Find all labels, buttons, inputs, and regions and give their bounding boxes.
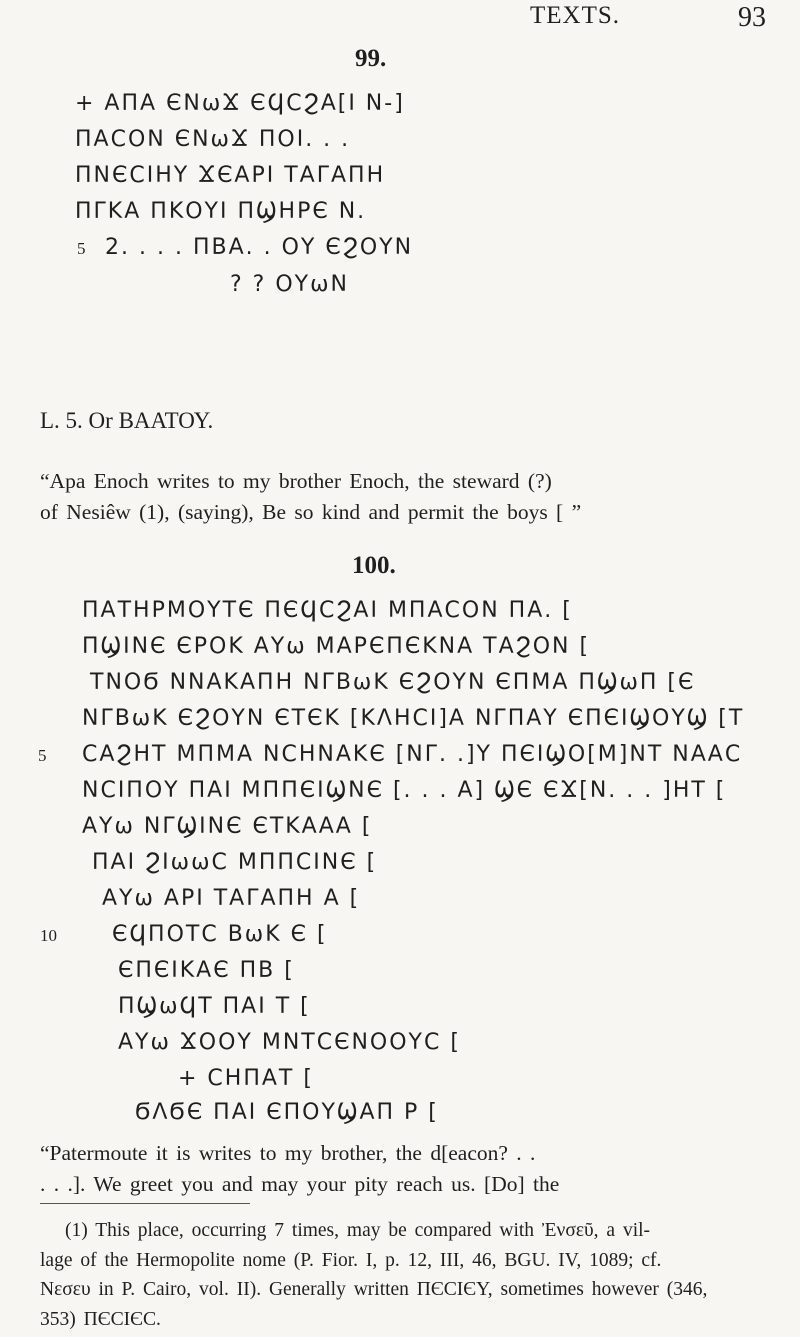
coptic-line: ΠΑΤΗΡΜΟΥΤЄ ΠЄϤϹϨΑΙ ΜΠΑϹΟΝ ΠΑ. [ <box>82 598 573 623</box>
coptic-line: ? ? ΟΥωΝ <box>230 272 349 297</box>
coptic-line: ΑΥω ϪΟΟΥ ΜΝΤϹЄΝΟΟΥϹ [ <box>118 1030 461 1055</box>
coptic-line: + ΑΠΑ ЄΝωϪ ЄϤϹϨΑ[Ι Ν-] <box>75 91 405 116</box>
document-number: 100. <box>352 552 396 579</box>
translation <box>40 466 780 528</box>
line-number: 5 <box>38 746 47 765</box>
line-number: 5 <box>77 239 86 258</box>
coptic-line: ЄΠЄΙΚΑЄ ΠΒ [ <box>118 958 295 983</box>
translation-line: . . .]. We greet you and may your pity reach us. [Do] the <box>40 1172 560 1196</box>
coptic-line: 2. . . . ΠΒΑ. . ΟΥ ЄϨΟΥΝ <box>105 235 414 260</box>
coptic-line: ΠϢΙΝЄ ЄΡΟΚ ΑΥω ΜΑΡЄΠЄΚΝΑ ΤΑϨΟΝ [ <box>82 634 591 659</box>
coptic-line: ΠϢωϤΤ ΠΑΙ Τ [ <box>118 994 311 1019</box>
translation <box>40 1138 780 1200</box>
footnote <box>40 1216 780 1334</box>
footnote-line: 353) ΠЄϹΙЄϹ. <box>40 1308 161 1330</box>
coptic-line: ϹΑϨΗΤ ΜΠΜΑ ΝϹΗΝΑΚЄ [ΝΓ. .]Υ ΠЄΙϢΟ[Μ]ΝΤ ΝΑΑϹ <box>82 742 743 767</box>
coptic-line: ΠΝЄϹΙΗΥ ϪЄΑΡΙ ΤΑΓΑΠΗ <box>75 163 386 188</box>
coptic-line: ΑΥω ΑΡΙ ΤΑΓΑΠΗ Α [ <box>102 886 361 911</box>
coptic-line: ΝΓΒωΚ ЄϨΟΥΝ ЄΤЄΚ [ΚΛΗϹΙ]Α ΝΓΠΑΥ ЄΠЄΙϢΟΥϢ [Τ <box>82 706 745 731</box>
coptic-line: ЄϤΠΟΤϹ ΒωΚ Є [ <box>112 922 328 947</box>
footnote-line: (1) This place, occurring 7 times, may be compared with Ἐνσεῦ, a vil- <box>65 1220 651 1241</box>
coptic-line: ΠΑΙ ϨΙωωϹ ΜΠΠϹΙΝЄ [ <box>92 850 378 875</box>
coptic-line: ΠΓΚΑ ΠΚΟΥΙ ΠϢΗΡЄ Ν. <box>75 199 367 224</box>
document-number: 99. <box>355 45 387 72</box>
page-number: 93 <box>738 2 766 33</box>
line-number: 10 <box>40 926 57 945</box>
coptic-line: ΑΥω ΝΓϢΙΝЄ ЄΤΚΑΑΑ [ <box>82 814 373 839</box>
coptic-line: ΤΝΟϬ ΝΝΑΚΑΠΗ ΝΓΒωΚ ЄϨΟΥΝ ЄΠΜΑ ΠϢωΠ [Є <box>90 670 696 695</box>
coptic-line: ϬΛϬЄ ΠΑΙ ЄΠΟΥϢΑΠ Ρ [ <box>135 1100 439 1125</box>
footnote-line: lage of the Hermopolite nome (P. Fior. I, p. 12, III, 46, BGU. IV, 1089; cf. <box>40 1249 662 1271</box>
coptic-line: ΝϹΙΠΟΥ ΠΑΙ ΜΠΠЄΙϢΝЄ [. . . Α] ϢЄ ЄϪ[Ν. . . ]ΗΤ [ <box>82 778 727 803</box>
coptic-line: ΠΑϹΟΝ ЄΝωϪ ΠΟΙ. . . <box>75 127 351 152</box>
textual-note: L. 5. Or ΒΑΑΤΟΥ. <box>40 408 214 433</box>
coptic-line: + ϹΗΠΑΤ [ <box>178 1066 314 1091</box>
translation-line: “Patermoute it is writes to my brother, the d[eacon? . . <box>40 1141 536 1165</box>
translation-line: “Apa Enoch writes to my brother Enoch, the steward (?) <box>40 469 552 493</box>
running-title: TEXTS. <box>530 2 621 29</box>
translation-line: of Nesiêw (1), (saying), Be so kind and permit the boys [ ” <box>40 500 582 524</box>
footnote-rule <box>40 1203 250 1204</box>
footnote-line: Νεσευ in P. Cairo, vol. II). Generally written ΠЄϹΙЄΥ, sometimes however (346, <box>40 1279 708 1300</box>
